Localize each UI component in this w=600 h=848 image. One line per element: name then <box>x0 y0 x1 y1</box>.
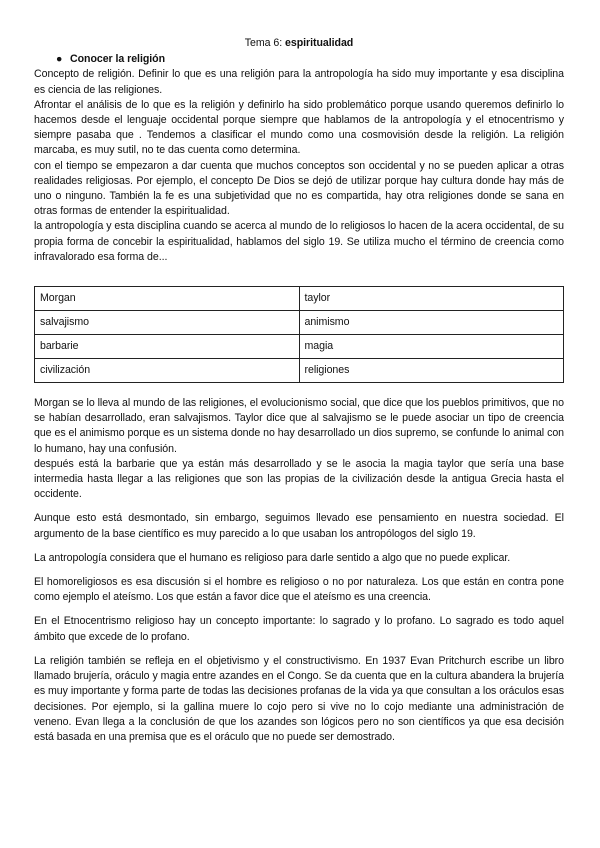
table-cell: magia <box>299 335 564 359</box>
table-cell: civilización <box>35 359 300 383</box>
paragraph: En el Etnocentrismo religioso hay un concepto importante: lo sagrado y lo profano. Lo sagrado es todo aquel ámbito que excede de lo profano. <box>34 615 564 643</box>
paragraph: Aunque esto está desmontado, sin embargo, seguimos llevado ese pensamiento en nuestra sociedad. El argumento de la base científico es muy parecido a lo que usaban los antropólogos del siglo 19. <box>34 512 564 540</box>
paragraph: después está la barbarie que ya están más desarrollado y se le asocia la magia taylor que sería una base intermedia hasta llegar a las religiones que son las propias de la civilización desde la antigua Grecia hasta el occidente. <box>34 457 564 501</box>
table-cell: taylor <box>299 287 564 311</box>
table-cell: Morgan <box>35 287 300 311</box>
paragraph: Concepto de religión. Definir lo que es una religión para la antropología ha sido muy importante y esa disciplina es ciencia de las religiones. <box>34 68 564 96</box>
comparison-table <box>34 286 564 383</box>
table-cell: salvajismo <box>35 311 300 335</box>
paragraph: Afrontar el análisis de lo que es la religión y definirlo ha sido problemático porque usando queremos definirlo lo hacemos desde el lenguaje occidental porque siempre que hablamos de la antropología y el etnocentrismo y siempre pasaba que . Tendemos a clasificar el mundo como una cosmovisión desde la religión. La religión marcaba, es muy sutil, no te das cuenta como determina. <box>34 98 564 157</box>
table-row <box>35 287 564 311</box>
section-heading-label: Conocer la religión <box>70 53 165 66</box>
table-row <box>35 359 564 383</box>
bullet-icon: ● <box>56 53 63 66</box>
table-cell: religiones <box>299 359 564 383</box>
paragraph: La religión también se refleja en el objetivismo y el constructivismo. En 1937 Evan Pritchurch escribe un libro llamado brujería, oráculo y magia entre azandes en el Congo. Se da cuenta que en la cultura abandera la brujería es muy importante y forma parte de todas las decisiones profanas de la vida ya que consultan a los oráculos esas decisiones. Por ejemplo, si la gallina muere lo cojo pero si vive no lo cojo mediante una administración de veneno. Evan llega a la conclusión de que los azandes son lógicos pero no son científicos ya que esa decisión está basada en una premisa que es el oráculo que no puede ser demostrado. <box>34 654 564 743</box>
title-topic: espiritualidad <box>285 37 354 49</box>
table-row <box>35 335 564 359</box>
title-prefix: Tema 6: <box>244 37 283 49</box>
document-page <box>34 36 564 745</box>
table-row <box>35 311 564 335</box>
paragraph: Morgan se lo lleva al mundo de las religiones, el evolucionismo social, que dice que los pueblos primitivos, que no se habían desarrollado, eran salvajismos. Taylor dice que al salvajismo se le puede asociar un tipo de creencia que es el animismo porque es un sistema donde no hay desarrollado un dios supremo, se confunde lo animal con lo humano, hay una confusión. <box>34 397 564 455</box>
table-cell: animismo <box>299 311 564 335</box>
section-heading <box>34 52 564 67</box>
paragraph: El homoreligiosos es esa discusión si el hombre es religioso o no por naturaleza. Los que están en contra pone como ejemplo el ateísmo. Los que están a favor dice que el ateísmo es una creencia. <box>34 576 564 604</box>
paragraph: La antropología considera que el humano es religioso para darle sentido a algo que no puede explicar. <box>34 551 511 564</box>
paragraph: con el tiempo se empezaron a dar cuenta que muchos conceptos son occidental y no se pueden aplicar a otras realidades religiosas. Por ejemplo, el concepto De Dios se dejó de utilizar porque hay cultura donde hay más de uno o ninguno. También la fe es una subjetividad que no es compartida, hay otra religiones donde se sana en otras formas de entender la espiritualidad. <box>34 159 564 218</box>
paragraph: la antropología y esta disciplina cuando se acerca al mundo de lo religiosos lo hacen de la acera occidental, de su propia forma de concebir la espiritualidad, hablamos del siglo 19. Se utiliza mucho el término de creencia como infravalorado esa forma de... <box>34 220 564 263</box>
page-title <box>34 36 564 51</box>
table-cell: barbarie <box>35 335 300 359</box>
